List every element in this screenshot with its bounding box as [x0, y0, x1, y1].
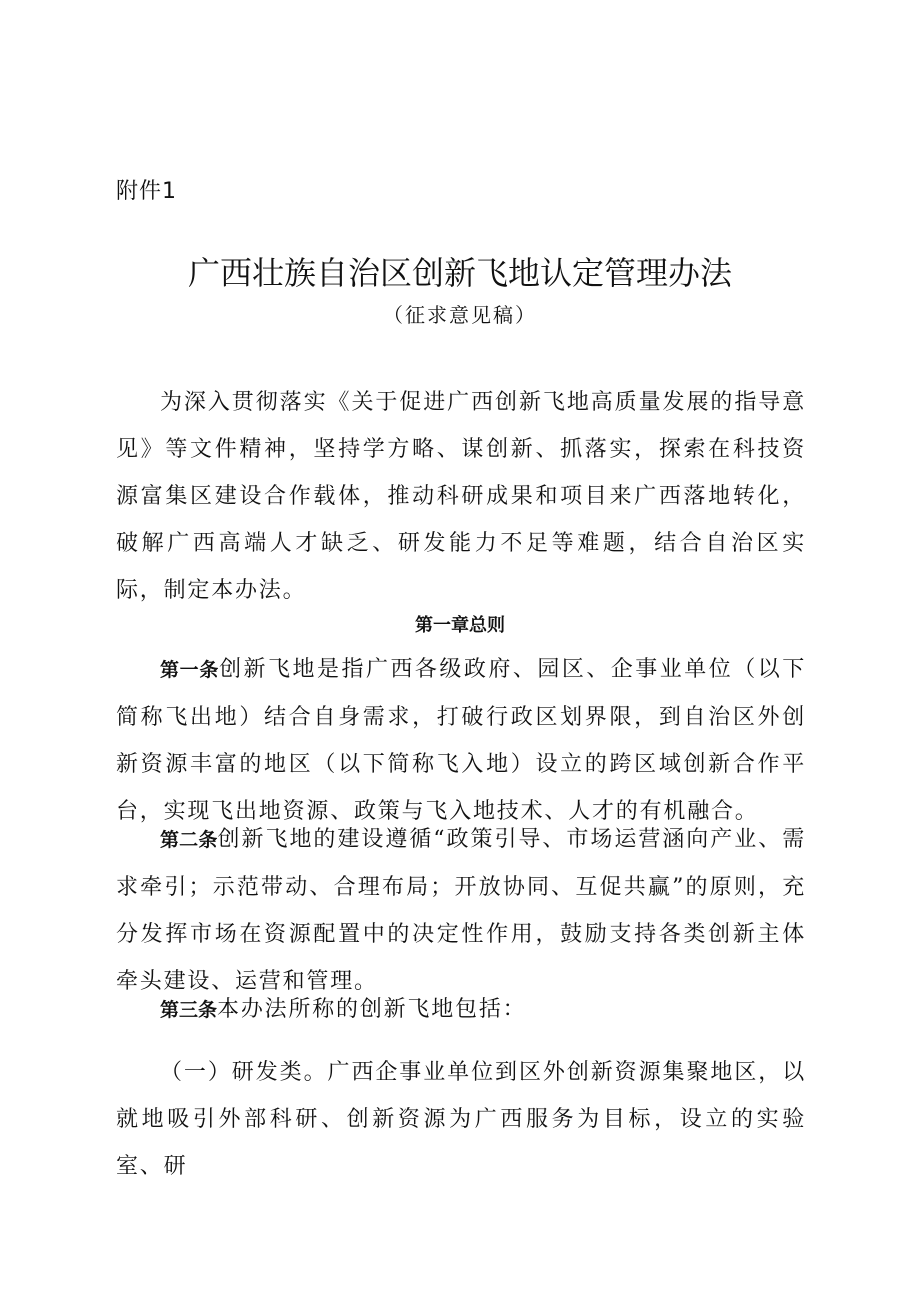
article-1-text: 创新飞地是指广西各级政府、园区、企事业单位（以下简称飞出地）结合自身需求，打破行政区划界限，到自治区外创新资源丰富的地区（以下简称飞入地）设立的跨区域创新合作平台，实现飞出地资源、政策与飞入地技术、人才的有机融合。 [116, 657, 806, 824]
attachment-label: 附件1 [116, 179, 177, 204]
article-2-label: 第二条 [160, 829, 218, 851]
document-title: 广西壮族自治区创新飞地认定管理办法 [187, 254, 732, 292]
chapter-title: 第一章总则 [415, 615, 505, 636]
article-2 [116, 816, 806, 1005]
article-1 [116, 646, 806, 835]
article-2-text: 创新飞地的建设遵循“政策引导、市场运营涵向产业、需求牵引；示范带动、合理布局；开放协同、互促共赢”的原则，充分发挥市场在资源配置中的决定性作用，鼓励支持各类创新主体牵头建设、运营和管理。 [116, 827, 806, 994]
document-subtitle: （征求意见稿） [383, 303, 537, 327]
article-1-label: 第一条 [160, 659, 220, 681]
article-3 [116, 986, 806, 1034]
article-3-text: 本办法所称的创新飞地包括： [217, 997, 527, 1022]
article-3-label: 第三条 [160, 999, 218, 1021]
intro-paragraph: 为深入贯彻落实《关于促进广西创新飞地高质量发展的指导意见》等文件精神，坚持学方略、谋创新、抓落实，探索在科技资源富集区建设合作载体，推动科研成果和项目来广西落地转化，破解广西高端人才缺乏、研发能力不足等难题，结合自治区实际，制定本办法。 [116, 390, 806, 603]
item-1-paragraph: （一）研发类。广西企事业单位到区外创新资源集聚地区，以就地吸引外部科研、创新资源为广西服务为目标，设立的实验室、研 [116, 1060, 806, 1179]
